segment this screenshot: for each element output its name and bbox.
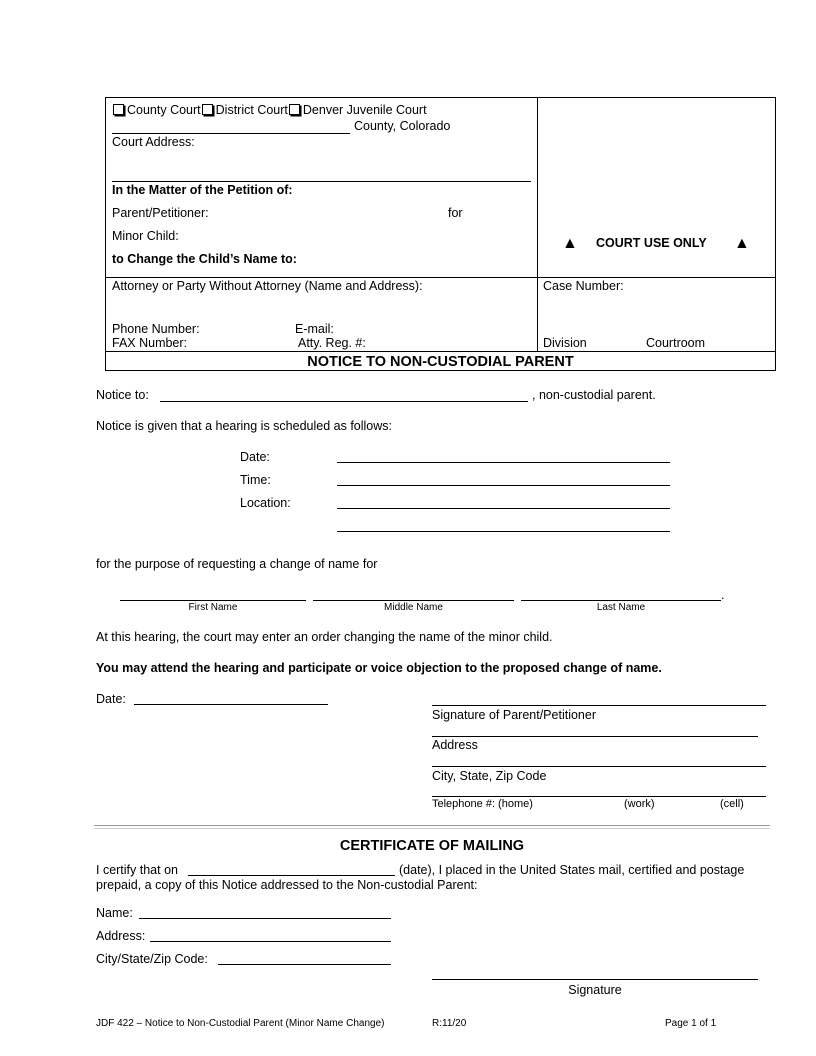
telephone-cell-label: (cell) (720, 798, 744, 810)
city-label: City, State, Zip Code (432, 769, 547, 783)
address-line[interactable] (432, 736, 758, 737)
recipient-address-blank[interactable] (150, 941, 391, 942)
notice-to-blank[interactable] (160, 401, 528, 402)
atty-reg-label: Atty. Reg. #: (298, 336, 366, 350)
for-label: for (448, 206, 463, 220)
county-suffix: County, Colorado (354, 119, 451, 133)
last-name-blank[interactable] (521, 600, 721, 601)
certify-text-a: I certify that on (96, 863, 178, 877)
sign-date-label: Date: (96, 692, 126, 706)
location-label: Location: (240, 496, 291, 510)
city-line[interactable] (432, 766, 766, 767)
district-court-checkbox[interactable] (202, 104, 213, 115)
period: . (721, 588, 725, 602)
telephone-line[interactable] (432, 796, 766, 797)
title-row-divider (105, 351, 776, 352)
parent-signature-line[interactable] (432, 705, 766, 706)
address-label: Address (432, 738, 478, 752)
matter-heading: In the Matter of the Petition of: (112, 183, 293, 197)
recipient-city-blank[interactable] (218, 964, 391, 965)
footer-revision: R:11/20 (432, 1018, 467, 1029)
hearing-location-blank[interactable] (337, 508, 670, 509)
caption-box (105, 97, 776, 371)
middle-name-blank[interactable] (313, 600, 514, 601)
mail-address-label: Address: (96, 929, 146, 943)
purpose-text: for the purpose of requesting a change of name for (96, 557, 378, 571)
parent-label: Parent/Petitioner: (112, 206, 209, 220)
hearing-intro: Notice is given that a hearing is scheduled as follows: (96, 419, 392, 433)
hearing-location-blank-2[interactable] (337, 531, 670, 532)
certify-text-2: prepaid, a copy of this Notice addressed to the Non-custodial Parent: (96, 878, 478, 892)
up-triangle-icon-right: ▲ (734, 235, 750, 252)
footer-form-id: JDF 422 – Notice to Non-Custodial Parent (Minor Name Change) (96, 1018, 385, 1029)
hearing-time-blank[interactable] (337, 485, 670, 486)
court-address-label: Court Address: (112, 135, 195, 149)
fax-label: FAX Number: (112, 336, 188, 350)
signature-parent-label: Signature of Parent/Petitioner (432, 708, 596, 722)
courtroom-label: Courtroom (646, 336, 706, 350)
email-label: E-mail: (295, 322, 334, 336)
time-label: Time: (240, 473, 271, 487)
court-use-label: COURT USE ONLY (596, 236, 707, 250)
denver-juvenile-court-checkbox[interactable] (289, 104, 300, 115)
order-text: At this hearing, the court may enter an order changing the name of the minor child. (96, 630, 553, 644)
caption-row-divider (105, 277, 776, 278)
district-court-label: District Court (215, 103, 288, 117)
first-name-caption: First Name (188, 602, 238, 613)
certificate-signature-line[interactable] (432, 979, 758, 980)
minor-label: Minor Child: (112, 229, 179, 243)
first-name-blank[interactable] (120, 600, 306, 601)
form-title: NOTICE TO NON-CUSTODIAL PARENT (307, 354, 574, 370)
phone-label: Phone Number: (112, 322, 200, 336)
denver-juvenile-court-label: Denver Juvenile Court (302, 103, 427, 117)
county-court-label: County Court (127, 103, 201, 117)
name-label: Name: (96, 906, 133, 920)
court-options (112, 103, 427, 117)
section-separator (94, 825, 770, 829)
court-address-divider (112, 181, 531, 182)
notice-to-label: Notice to: (96, 388, 149, 402)
mailing-date-blank[interactable] (188, 875, 395, 876)
telephone-work-label: (work) (624, 798, 655, 810)
footer-page: Page 1 of 1 (665, 1018, 717, 1029)
recipient-name-blank[interactable] (139, 918, 391, 919)
attend-text: You may attend the hearing and participate or voice objection to the proposed change of name. (96, 661, 662, 675)
certificate-signature-label: Signature (568, 983, 622, 997)
hearing-date-blank[interactable] (337, 462, 670, 463)
certify-text-b: (date), I placed in the United States mail, certified and postage (399, 863, 745, 877)
attorney-label: Attorney or Party Without Attorney (Name and Address): (112, 279, 423, 293)
mail-city-label: City/State/Zip Code: (96, 952, 208, 966)
up-triangle-icon-left: ▲ (562, 235, 578, 252)
county-court-checkbox[interactable] (113, 104, 124, 115)
middle-name-caption: Middle Name (384, 602, 443, 613)
notice-to-suffix: , non-custodial parent. (532, 388, 656, 402)
change-label: to Change the Child’s Name to: (112, 252, 297, 266)
sign-date-blank[interactable] (134, 704, 328, 705)
case-number-label: Case Number: (543, 279, 624, 293)
last-name-caption: Last Name (596, 602, 646, 613)
division-label: Division (543, 336, 587, 350)
date-label: Date: (240, 450, 270, 464)
telephone-home-label: Telephone #: (home) (432, 798, 533, 810)
caption-divider (537, 97, 538, 351)
county-blank[interactable] (112, 133, 350, 134)
certificate-heading: CERTIFICATE OF MAILING (339, 838, 525, 854)
